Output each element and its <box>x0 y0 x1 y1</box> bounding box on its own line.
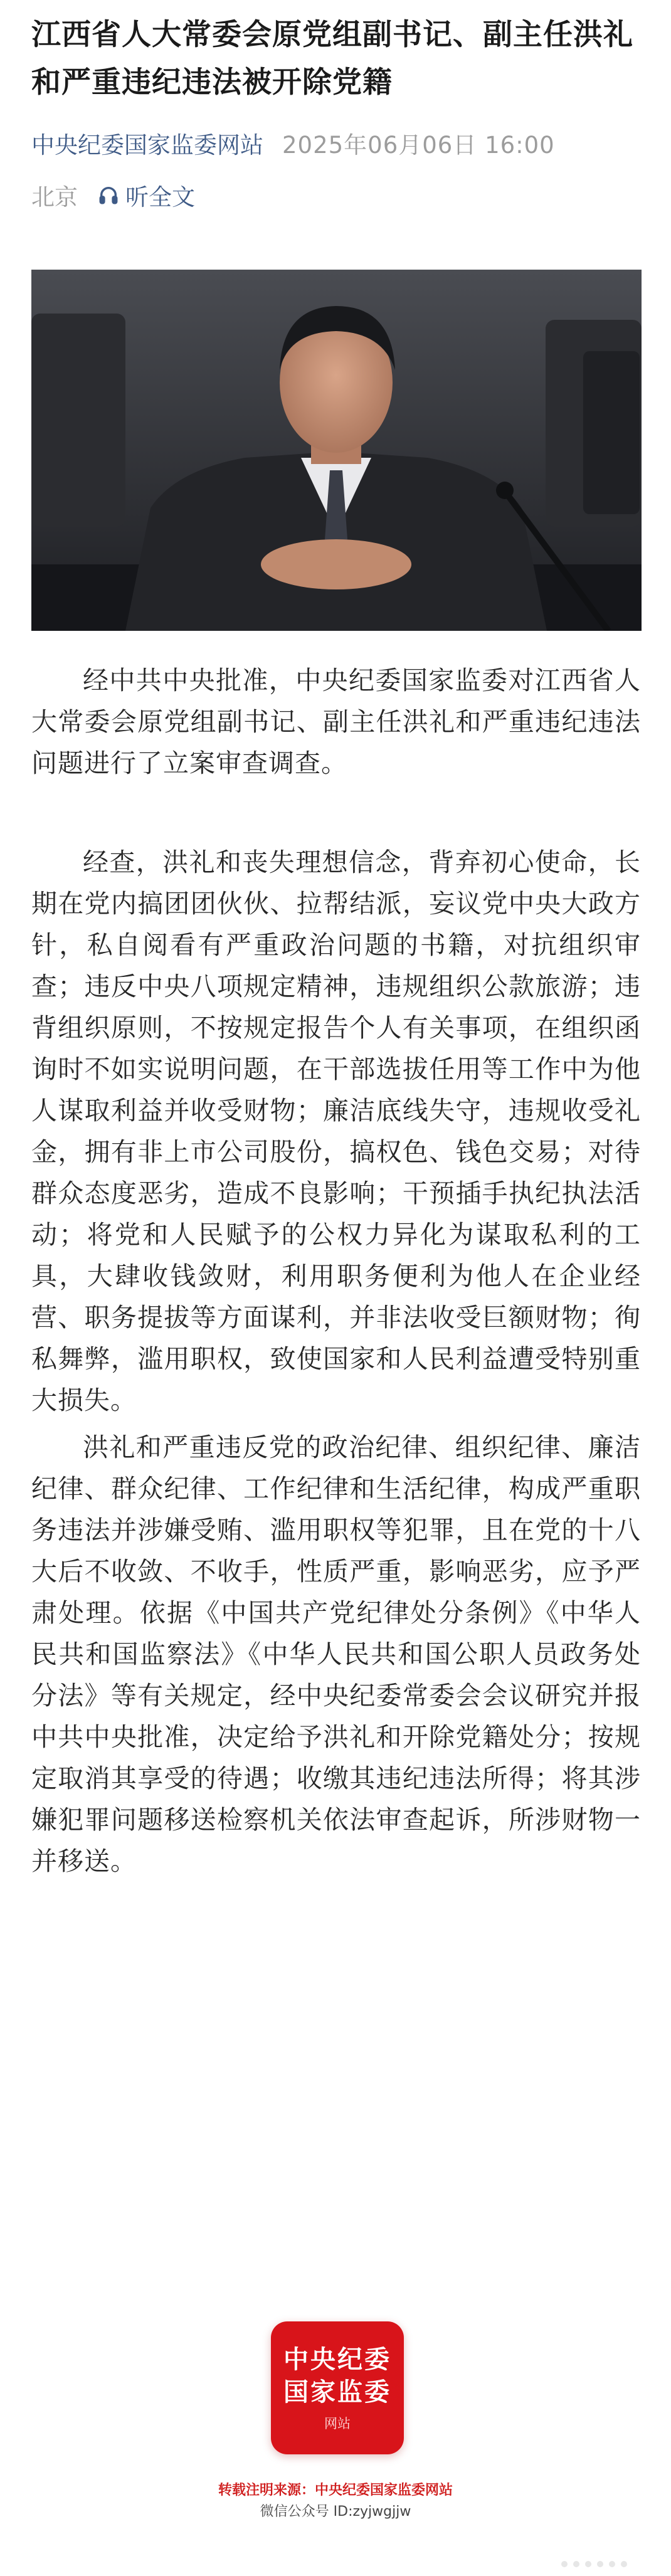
publish-datetime: 2025年06月06日 16:00 <box>282 132 555 159</box>
logo-line-2: 国家监委 <box>283 2377 391 2407</box>
end-dots <box>561 2561 627 2567</box>
article-title: 江西省人大常委会原党组副书记、副主任洪礼和严重违纪违法被开除党籍 <box>31 18 633 100</box>
wechat-id: 微信公众号 ID:zyjwgjjw <box>260 2504 411 2520</box>
dateline-location: 北京 <box>31 184 78 211</box>
bottom-decoration <box>0 2552 671 2576</box>
source-link[interactable]: 中央纪委国家监委网站 <box>31 132 263 159</box>
paragraph-3: 洪礼和严重违反党的政治纪律、组织纪律、廉洁纪律、群众纪律、工作纪律和生活纪律，构成严重职务违法并涉嫌受贿、滥用职权等犯罪，且在党的十八大后不收敛、不收手，性质严重，影响恶劣，应予严肃处理。依据《中国共产党纪律处分条例》《中华人民共和国监察法》《中华人民共和国公职人员政务处分法》等有关规定，经中央纪委常委会会议研究并报中共中央批准，决定给予洪礼和开除党籍处分；按规定取消其享受的待遇；收缴其违纪违法所得；将其涉嫌犯罪问题移送检察机关依法审查起诉，所涉财物一并移送。 <box>31 1432 641 1876</box>
listen-label: 听全文 <box>125 184 195 211</box>
official-portrait-image <box>31 270 642 631</box>
listen-button[interactable] <box>98 178 195 212</box>
article-photo <box>31 270 642 631</box>
logo-subtitle: 网站 <box>324 2416 351 2431</box>
headphones-icon <box>98 184 119 206</box>
logo-line-1: 中央纪委 <box>283 2345 391 2374</box>
repost-notice: 转载注明来源：中央纪委国家监委网站 <box>218 2483 453 2498</box>
article-meta-secondary <box>31 177 195 213</box>
article-meta <box>31 124 555 162</box>
paragraph-1: 经中共中央批准，中央纪委国家监委对江西省人大常委会原党组副书记、副主任洪礼和严重违纪违法问题进行了立案审查调查。 <box>31 665 641 778</box>
ccdi-logo <box>271 2321 404 2454</box>
paragraph-2: 经查，洪礼和丧失理想信念，背弃初心使命，长期在党内搞团团伙伙、拉帮结派，妄议党中央大政方针，私自阅看有严重政治问题的书籍，对抗组织审查；违反中央八项规定精神，违规组织公款旅游；违背组织原则，不按规定报告个人有关事项，在组织函询时不如实说明问题，在干部选拔任用等工作中为他人谋取利益并收受财物；廉洁底线失守，违规收受礼金，拥有非上市公司股份，搞权色、钱色交易；对待群众态度恶劣，造成不良影响；干预插手执纪执法活动；将党和人民赋予的公权力异化为谋取私利的工具，大肆收钱敛财，利用职务便利为他人在企业经营、职务提拔等方面谋利，并非法收受巨额财物；徇私舞弊，滥用职权，致使国家和人民利益遭受特别重大损失。 <box>31 847 641 1415</box>
